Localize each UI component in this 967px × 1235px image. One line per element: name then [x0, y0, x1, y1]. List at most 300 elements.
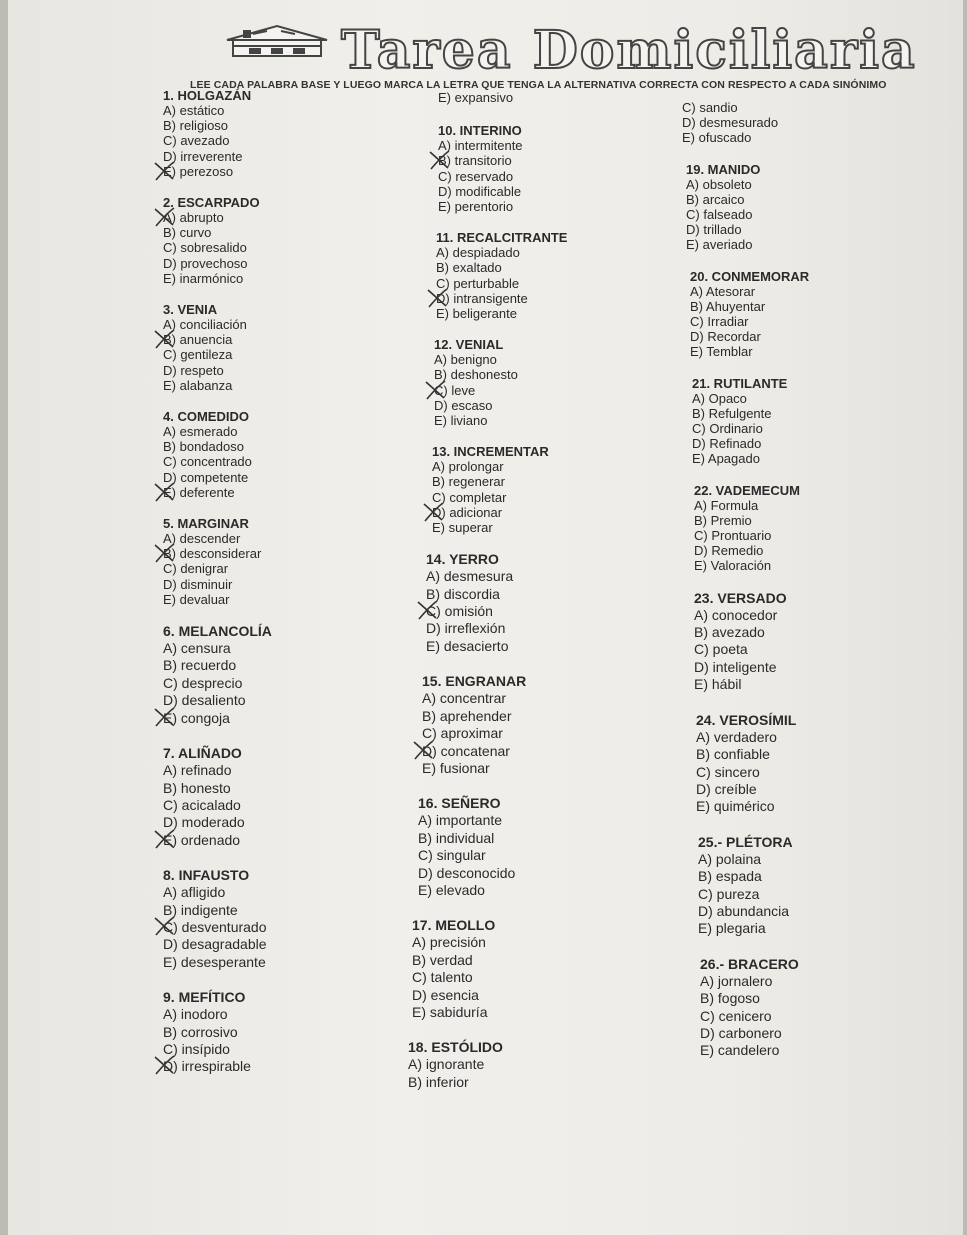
question [682, 100, 928, 146]
answer-option-label: A) precisión [412, 934, 486, 951]
question-title: 19. MANIDO [686, 161, 761, 177]
answer-option[interactable] [163, 780, 383, 797]
answer-option[interactable] [418, 847, 668, 864]
answer-option-label: E) Valoración [694, 558, 772, 574]
answer-option-label: D) competente [163, 469, 249, 485]
answer-option[interactable] [163, 657, 383, 674]
answer-option-label: B) confiable [696, 746, 770, 763]
answer-option[interactable] [686, 222, 928, 237]
answer-option-label: E) plegaria [698, 920, 766, 937]
answer-option[interactable] [438, 153, 668, 168]
answer-option-label: A) censura [163, 640, 231, 657]
answer-option-label: E) ofuscado [682, 130, 752, 146]
answer-option[interactable] [163, 256, 383, 271]
question-title: 18. ESTÓLIDO [408, 1039, 503, 1056]
answer-option-label: B) avezado [694, 624, 765, 641]
answer-option[interactable] [700, 990, 928, 1007]
question [438, 90, 668, 105]
answer-option[interactable] [438, 199, 668, 214]
question [163, 409, 383, 500]
answer-option-label: C) Ordinario [692, 421, 763, 437]
answer-option[interactable] [436, 306, 668, 321]
answer-option[interactable] [694, 498, 928, 513]
answer-option[interactable] [163, 133, 383, 148]
answer-option-label: E) sabiduría [412, 1003, 488, 1020]
answer-option-label: C) cenicero [700, 1007, 772, 1024]
answer-option-label: B) arcaico [686, 191, 745, 207]
answer-option-label: D) esencia [412, 986, 479, 1003]
answer-option[interactable] [438, 184, 668, 199]
answer-option-label: A) jornalero [700, 972, 773, 989]
worksheet-page [8, 0, 963, 1235]
answer-option[interactable] [432, 505, 668, 520]
answer-option[interactable] [426, 638, 668, 655]
answer-option[interactable] [412, 934, 668, 951]
answer-option-label: C) Prontuario [694, 528, 772, 544]
answer-option[interactable] [422, 690, 668, 707]
answer-option-label: B) recuerdo [163, 657, 237, 674]
question-title: 25.- PLÉTORA [698, 833, 793, 850]
answer-option[interactable] [686, 177, 928, 192]
answer-option[interactable] [412, 969, 668, 986]
answer-option-label: D) desconocido [418, 864, 516, 881]
answer-option[interactable] [694, 543, 928, 558]
answer-option-label: D) Refinado [692, 436, 762, 452]
question-title: 10. INTERINO [438, 123, 522, 139]
answer-option[interactable] [418, 865, 668, 882]
answer-option[interactable] [163, 485, 383, 500]
answer-option-label: E) candelero [700, 1042, 780, 1059]
answer-option[interactable] [163, 347, 383, 362]
answer-option-label: E) alabanza [163, 377, 233, 393]
answer-option-label: E) Apagado [692, 451, 760, 467]
answer-option[interactable] [698, 886, 928, 903]
answer-option[interactable] [692, 451, 928, 466]
answer-option[interactable] [163, 424, 383, 439]
column-middle [408, 88, 668, 1091]
answer-option[interactable] [412, 987, 668, 1004]
answer-option[interactable] [432, 474, 668, 489]
answer-option[interactable] [163, 1041, 383, 1058]
answer-option[interactable] [696, 781, 928, 798]
question-title: 9. MEFÍTICO [163, 989, 246, 1006]
answer-option[interactable] [422, 725, 668, 742]
answer-option[interactable] [163, 531, 383, 546]
answer-option[interactable] [163, 710, 383, 727]
answer-option-label: B) aprehender [422, 707, 512, 724]
answer-option[interactable] [426, 586, 668, 603]
question [163, 745, 383, 849]
answer-option[interactable] [163, 210, 383, 225]
answer-option[interactable] [694, 676, 928, 693]
column-left [163, 88, 383, 1076]
answer-option[interactable] [418, 830, 668, 847]
answer-option[interactable] [696, 746, 928, 763]
answer-option-label: B) Premio [694, 512, 752, 528]
answer-option-label: B) religioso [163, 118, 229, 134]
answer-option-label: C) sandio [682, 100, 738, 115]
answer-option[interactable] [694, 624, 928, 641]
answer-option[interactable] [163, 936, 383, 953]
question [163, 989, 383, 1076]
question-title: 11. RECALCITRANTE [436, 230, 568, 246]
answer-option-label: A) intermitente [438, 138, 523, 154]
answer-option-label: A) inodoro [163, 1006, 228, 1023]
answer-option-label: C) Irradiar [690, 314, 749, 330]
answer-option[interactable] [686, 237, 928, 252]
answer-option-label: D) intransigente [436, 290, 528, 306]
question-title: 26.- BRACERO [700, 955, 799, 972]
answer-option[interactable] [412, 952, 668, 969]
answer-option[interactable] [163, 240, 383, 255]
answer-option[interactable] [682, 115, 928, 130]
answer-option[interactable] [163, 640, 383, 657]
answer-option[interactable] [163, 1006, 383, 1023]
answer-option[interactable] [163, 439, 383, 454]
answer-option-label: C) falseado [686, 207, 753, 223]
question-title: 8. INFAUSTO [163, 867, 250, 884]
answer-option[interactable] [436, 291, 668, 306]
answer-option-label: B) individual [418, 829, 495, 846]
answer-option[interactable] [163, 1058, 383, 1075]
answer-option-label: D) respeto [163, 362, 224, 378]
answer-option[interactable] [692, 391, 928, 406]
answer-option-label: C) sincero [696, 763, 760, 780]
answer-option-label: A) concentrar [422, 690, 507, 707]
question [163, 516, 383, 607]
answer-option-label: C) talento [412, 969, 473, 986]
answer-option[interactable] [698, 868, 928, 885]
answer-option[interactable] [163, 118, 383, 133]
answer-option-label: B) Ahuyentar [690, 298, 766, 314]
question-title: 17. MEOLLO [412, 917, 496, 934]
question [412, 917, 668, 1021]
answer-option[interactable] [696, 729, 928, 746]
question [163, 867, 383, 971]
answer-option-label: E) inarmónico [163, 270, 244, 286]
question [438, 123, 668, 214]
question [436, 230, 668, 321]
answer-option[interactable] [700, 1008, 928, 1025]
answer-option-label: A) esmerado [163, 424, 238, 440]
answer-option-label: D) provechoso [163, 255, 248, 271]
answer-option-label: B) honesto [163, 779, 231, 796]
question-title: 23. VERSADO [694, 589, 787, 606]
answer-option[interactable] [434, 367, 668, 382]
question [694, 590, 928, 694]
answer-option-label: E) beligerante [436, 306, 517, 322]
question-title: 4. COMEDIDO [163, 409, 249, 425]
answer-option[interactable] [690, 344, 928, 359]
answer-option-label: A) desmesura [426, 568, 514, 585]
answer-option-label: A) conocedor [694, 606, 778, 623]
instructions: LEE CADA PALABRA BASE Y LUEGO MARCA LA LETRA QUE TENGA LA ALTERNATIVA CORRECTA CON RESPECTO A CADA SINÓNIMO [190, 79, 887, 91]
answer-option-label: B) exaltado [436, 260, 502, 276]
answer-option[interactable] [422, 760, 668, 777]
answer-option-label: E) congoja [163, 709, 230, 726]
answer-option-label: C) leve [434, 382, 476, 398]
answer-option-label: A) prolongar [432, 459, 504, 475]
answer-option-label: C) completar [432, 489, 507, 505]
answer-option[interactable] [408, 1074, 668, 1091]
answer-option-label: D) creíble [696, 780, 757, 797]
answer-option-label: C) desventurado [163, 918, 267, 935]
answer-option[interactable] [700, 1025, 928, 1042]
answer-option[interactable] [692, 436, 928, 451]
answer-option[interactable] [163, 332, 383, 347]
answer-option[interactable] [694, 607, 928, 624]
answer-option-label: A) Opaco [692, 390, 747, 406]
answer-option[interactable] [434, 383, 668, 398]
answer-option[interactable] [690, 329, 928, 344]
answer-option[interactable] [163, 902, 383, 919]
answer-option-label: B) corrosivo [163, 1023, 238, 1040]
answer-option-label: D) desaliento [163, 692, 246, 709]
answer-option-label: B) anuencia [163, 332, 233, 348]
question-title: 12. VENIAL [434, 337, 504, 353]
answer-option-label: B) desconsiderar [163, 546, 262, 562]
answer-option-label: D) modificable [438, 183, 522, 199]
answer-option-label: C) reservado [438, 168, 514, 184]
answer-option-label: C) desprecio [163, 674, 243, 691]
question-title: 14. YERRO [426, 551, 499, 568]
answer-option[interactable] [163, 692, 383, 709]
question [690, 269, 928, 360]
answer-option[interactable] [682, 130, 928, 145]
answer-option-label: A) polaina [698, 850, 762, 867]
answer-option[interactable] [438, 138, 668, 153]
answer-option-label: C) pureza [698, 885, 760, 902]
answer-option[interactable] [163, 317, 383, 332]
answer-option-label: D) moderado [163, 814, 245, 831]
question [163, 195, 383, 286]
answer-option-label: A) ignorante [408, 1056, 485, 1073]
answer-option-label: A) benigno [434, 352, 497, 368]
question [418, 795, 668, 899]
answer-option[interactable] [163, 675, 383, 692]
answer-option[interactable] [432, 490, 668, 505]
answer-option[interactable] [692, 421, 928, 436]
answer-option[interactable] [163, 271, 383, 286]
question-title: 6. MELANCOLÍA [163, 623, 272, 640]
answer-option-label: D) irreflexión [426, 620, 506, 637]
answer-option-label: B) verdad [412, 951, 473, 968]
answer-option-label: C) avezado [163, 133, 230, 149]
answer-option[interactable] [700, 1042, 928, 1059]
answer-option[interactable] [694, 528, 928, 543]
question [422, 673, 668, 777]
answer-option-label: E) averiado [686, 237, 753, 253]
answer-option-label: D) inteligente [694, 658, 777, 675]
answer-option[interactable] [163, 378, 383, 393]
answer-option[interactable] [690, 314, 928, 329]
answer-option-label: B) curvo [163, 225, 212, 241]
answer-option-label: C) singular [418, 847, 486, 864]
question-title: 15. ENGRANAR [422, 673, 527, 690]
answer-option[interactable] [432, 520, 668, 535]
answer-option-label: D) abundancia [698, 902, 790, 919]
answer-option[interactable] [163, 164, 383, 179]
answer-option[interactable] [698, 903, 928, 920]
answer-option-label: E) ordenado [163, 831, 241, 848]
answer-option[interactable] [422, 743, 668, 760]
answer-option-label: E) liviano [434, 413, 488, 429]
answer-option[interactable] [438, 169, 668, 184]
answer-option[interactable] [686, 207, 928, 222]
answer-option-label: D) irrespirable [163, 1058, 251, 1075]
answer-option[interactable] [163, 561, 383, 576]
answer-option[interactable] [163, 149, 383, 164]
answer-option[interactable] [163, 470, 383, 485]
answer-option-label: B) transitorio [438, 153, 512, 169]
answer-option[interactable] [438, 90, 668, 105]
answer-option[interactable] [163, 577, 383, 592]
answer-option-label: B) espada [698, 868, 762, 885]
answer-option[interactable] [696, 798, 928, 815]
answer-option[interactable] [686, 192, 928, 207]
answer-option-label: A) abrupto [163, 210, 224, 226]
answer-option[interactable] [408, 1056, 668, 1073]
question [698, 834, 928, 938]
answer-option[interactable] [694, 558, 928, 573]
answer-option-label: E) fusionar [422, 759, 490, 776]
question-title: 20. CONMEMORAR [690, 268, 810, 284]
answer-option[interactable] [436, 260, 668, 275]
answer-option-label: E) perezoso [163, 163, 234, 179]
answer-option-label: A) conciliación [163, 317, 247, 333]
answer-option-label: D) desmesurado [682, 115, 779, 131]
column-right [658, 100, 928, 1060]
question [686, 162, 928, 253]
answer-option-label: A) afligido [163, 884, 226, 901]
answer-option-label: E) expansivo [438, 90, 514, 105]
answer-option[interactable] [163, 919, 383, 936]
answer-option[interactable] [434, 413, 668, 428]
answer-option[interactable] [690, 284, 928, 299]
question-title: 7. ALIÑADO [163, 745, 242, 762]
answer-option-label: D) adicionar [432, 504, 503, 520]
answer-option[interactable] [163, 814, 383, 831]
answer-option[interactable] [163, 884, 383, 901]
answer-option[interactable] [436, 245, 668, 260]
question [696, 712, 928, 816]
answer-option[interactable] [434, 398, 668, 413]
answer-option[interactable] [163, 762, 383, 779]
answer-option-label: C) perturbable [436, 275, 520, 291]
answer-option[interactable] [696, 764, 928, 781]
answer-option-label: D) irreverente [163, 148, 243, 164]
answer-option-label: C) sobresalido [163, 240, 247, 256]
answer-option[interactable] [422, 708, 668, 725]
answer-option[interactable] [163, 103, 383, 118]
answer-option-label: A) refinado [163, 762, 232, 779]
answer-option-label: A) estático [163, 103, 225, 118]
answer-option-label: B) regenerar [432, 474, 505, 490]
question-title: 3. VENIA [163, 302, 218, 318]
answer-option[interactable] [163, 363, 383, 378]
answer-option-label: D) Recordar [690, 329, 761, 345]
answer-option-label: B) deshonesto [434, 367, 518, 383]
question [434, 337, 668, 428]
answer-option[interactable] [700, 973, 928, 990]
house-icon [223, 24, 331, 58]
answer-option[interactable] [432, 459, 668, 474]
answer-option[interactable] [163, 954, 383, 971]
question-title: 22. VADEMECUM [694, 482, 800, 498]
question-title: 13. INCREMENTAR [432, 444, 549, 460]
answer-option-label: B) indigente [163, 901, 238, 918]
question-title: 24. VEROSÍMIL [696, 711, 797, 728]
answer-option[interactable] [163, 592, 383, 607]
answer-option-label: D) Remedio [694, 543, 764, 559]
answer-option-label: E) desacierto [426, 637, 509, 654]
answer-option-label: A) descender [163, 531, 241, 547]
answer-option[interactable] [690, 299, 928, 314]
answer-option[interactable] [163, 454, 383, 469]
answer-option[interactable] [682, 100, 928, 115]
answer-option-label: E) deferente [163, 484, 235, 500]
answer-option[interactable] [418, 882, 668, 899]
question-title: 21. RUTILANTE [692, 375, 788, 391]
answer-option-label: C) omisión [426, 603, 493, 620]
question-title: 2. ESCARPADO [163, 195, 260, 211]
answer-option-label: E) hábil [694, 676, 742, 693]
answer-option[interactable] [436, 276, 668, 291]
answer-option-label: C) gentileza [163, 347, 233, 363]
answer-option-label: A) importante [418, 812, 503, 829]
answer-option-label: E) superar [432, 520, 493, 536]
answer-option[interactable] [412, 1004, 668, 1021]
answer-option-label: C) aproximar [422, 725, 503, 742]
answer-option-label: A) obsoleto [686, 176, 752, 192]
answer-option-label: D) trillado [686, 222, 742, 238]
question [692, 376, 928, 467]
answer-option[interactable] [163, 832, 383, 849]
answer-option[interactable] [694, 513, 928, 528]
answer-option-label: E) quimérico [696, 798, 775, 815]
question [700, 956, 928, 1060]
answer-option-label: E) desesperante [163, 953, 266, 970]
answer-option-label: D) desagradable [163, 936, 267, 953]
header [223, 18, 917, 88]
answer-option[interactable] [163, 1024, 383, 1041]
answer-option[interactable] [426, 568, 668, 585]
question [426, 551, 668, 655]
answer-option[interactable] [426, 620, 668, 637]
question-title: 1. HOLGAZÁN [163, 88, 252, 103]
answer-option-label: D) carbonero [700, 1024, 782, 1041]
answer-option[interactable] [698, 920, 928, 937]
answer-option[interactable] [698, 851, 928, 868]
answer-option[interactable] [694, 641, 928, 658]
answer-option-label: E) Temblar [690, 344, 753, 360]
question [694, 483, 928, 574]
question [163, 623, 383, 727]
answer-option[interactable] [418, 812, 668, 829]
answer-option[interactable] [426, 603, 668, 620]
answer-option[interactable] [163, 225, 383, 240]
answer-option-label: C) poeta [694, 641, 748, 658]
question [432, 444, 668, 535]
answer-option[interactable] [163, 546, 383, 561]
answer-option[interactable] [163, 797, 383, 814]
answer-option-label: C) concentrado [163, 454, 252, 470]
answer-option[interactable] [692, 406, 928, 421]
answer-option-label: A) Atesorar [690, 283, 756, 299]
answer-option[interactable] [694, 659, 928, 676]
answer-option-label: B) Refulgente [692, 405, 772, 421]
answer-option[interactable] [434, 352, 668, 367]
